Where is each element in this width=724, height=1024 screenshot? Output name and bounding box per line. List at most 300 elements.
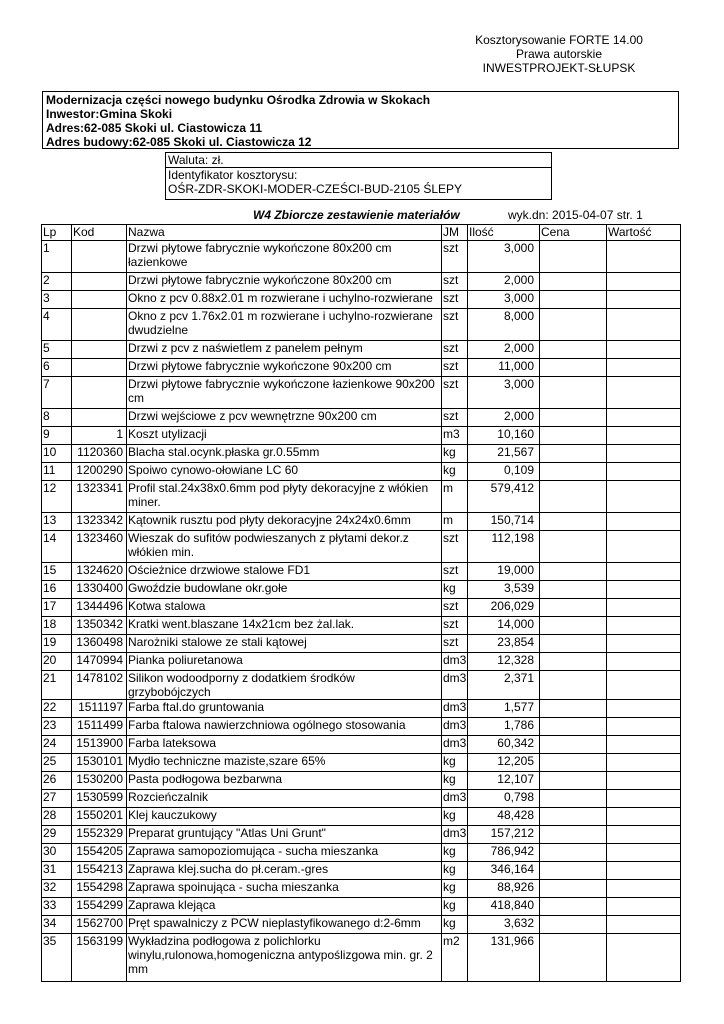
cell-ilosc: 2,000: [468, 273, 540, 291]
cell-nazwa: Drzwi płytowe fabrycznie wykończone 90x200 cm: [127, 359, 442, 377]
cell-nazwa: Wieszak do sufitów podwieszanych z płytami dekor.z włókien min.: [127, 531, 442, 563]
cell-wartosc: [607, 898, 681, 916]
cell-kod: 1552329: [72, 826, 127, 844]
col-header-lp: Lp: [42, 225, 72, 241]
cell-lp: 18: [42, 617, 72, 635]
cell-lp: 13: [42, 513, 72, 531]
build-address-line: Adres budowy:62-085 Skoki ul. Ciastowicza 12: [46, 135, 312, 149]
cell-lp: 22: [42, 700, 72, 718]
cell-jm: szt: [442, 341, 468, 359]
cell-wartosc: [607, 241, 681, 273]
cell-jm: szt: [442, 309, 468, 341]
table-row: [42, 481, 681, 513]
table-row: [42, 653, 681, 671]
cell-ilosc: 88,926: [468, 880, 540, 898]
cell-lp: 3: [42, 291, 72, 309]
cell-lp: 19: [42, 635, 72, 653]
cell-lp: 31: [42, 862, 72, 880]
cell-ilosc: 12,205: [468, 754, 540, 772]
cell-wartosc: [607, 359, 681, 377]
cell-wartosc: [607, 463, 681, 481]
cell-kod: 1554299: [72, 898, 127, 916]
cell-wartosc: [607, 309, 681, 341]
cell-jm: kg: [442, 880, 468, 898]
cell-nazwa: Preparat gruntujący "Atlas Uni Grunt": [127, 826, 442, 844]
cell-nazwa: Drzwi płytowe fabrycznie wykończone łazienkowe 90x200 cm: [127, 377, 442, 409]
table-row: [42, 273, 681, 291]
table-body: [42, 241, 681, 982]
cell-kod: 1511499: [72, 718, 127, 736]
cell-ilosc: 0,109: [468, 463, 540, 481]
cell-kod: [72, 409, 127, 427]
company-name: INWESTPROJEKT-SŁUPSK: [482, 61, 636, 75]
cell-jm: kg: [442, 898, 468, 916]
cell-jm: kg: [442, 772, 468, 790]
cell-jm: szt: [442, 291, 468, 309]
col-header-nazwa: Nazwa: [127, 225, 442, 241]
cell-ilosc: 3,000: [468, 291, 540, 309]
cell-wartosc: [607, 599, 681, 617]
estimate-id-label: Identyfikator kosztorysu:: [168, 168, 298, 182]
cell-ilosc: 206,029: [468, 599, 540, 617]
table-row: [42, 359, 681, 377]
cell-nazwa: Profil stal.24x38x0.6mm pod płyty dekoracyjne z włókien miner.: [127, 481, 442, 513]
cell-nazwa: Zaprawa klej.sucha do pł.ceram.-gres: [127, 862, 442, 880]
cell-nazwa: Drzwi z pcv z naświetlem z panelem pełnym: [127, 341, 442, 359]
cell-cena: [540, 273, 607, 291]
cell-jm: szt: [442, 635, 468, 653]
cell-kod: [72, 377, 127, 409]
cell-jm: szt: [442, 531, 468, 563]
cell-lp: 28: [42, 808, 72, 826]
cell-nazwa: Farba ftalowa nawierzchniowa ogólnego stosowania: [127, 718, 442, 736]
cell-lp: 35: [42, 934, 72, 982]
table-row: [42, 934, 681, 982]
cell-kod: 1344496: [72, 599, 127, 617]
cell-nazwa: Wykładzina podłogowa z polichlorku winylu,rulonowa,homogeniczna antypoślizgowa min. gr. 2 mm: [127, 934, 442, 982]
table-row: [42, 513, 681, 531]
cell-wartosc: [607, 934, 681, 982]
cell-cena: [540, 772, 607, 790]
cell-lp: 16: [42, 581, 72, 599]
cell-kod: [72, 273, 127, 291]
cell-ilosc: 346,164: [468, 862, 540, 880]
cell-cena: [540, 377, 607, 409]
cell-lp: 26: [42, 772, 72, 790]
cell-jm: kg: [442, 844, 468, 862]
cell-ilosc: 12,328: [468, 653, 540, 671]
cell-lp: 21: [42, 671, 72, 700]
cell-cena: [540, 916, 607, 934]
table-row: [42, 754, 681, 772]
table-row: [42, 445, 681, 463]
cell-lp: 20: [42, 653, 72, 671]
cell-kod: [72, 241, 127, 273]
table-row: [42, 718, 681, 736]
cell-cena: [540, 531, 607, 563]
cell-lp: 33: [42, 898, 72, 916]
cell-ilosc: 786,942: [468, 844, 540, 862]
cell-ilosc: 8,000: [468, 309, 540, 341]
materials-table: [41, 224, 681, 982]
cell-kod: 1554298: [72, 880, 127, 898]
cell-lp: 5: [42, 341, 72, 359]
cell-ilosc: 418,840: [468, 898, 540, 916]
cell-wartosc: [607, 700, 681, 718]
cell-lp: 11: [42, 463, 72, 481]
cell-lp: 32: [42, 880, 72, 898]
cell-wartosc: [607, 844, 681, 862]
cell-jm: kg: [442, 445, 468, 463]
table-row: [42, 844, 681, 862]
cell-cena: [540, 581, 607, 599]
cell-nazwa: Koszt utylizacji: [127, 427, 442, 445]
cell-lp: 6: [42, 359, 72, 377]
cell-jm: m3: [442, 427, 468, 445]
cell-cena: [540, 736, 607, 754]
cell-lp: 1: [42, 241, 72, 273]
cell-kod: 1563199: [72, 934, 127, 982]
cell-kod: 1554205: [72, 844, 127, 862]
cell-wartosc: [607, 563, 681, 581]
cell-jm: dm3: [442, 736, 468, 754]
cell-cena: [540, 880, 607, 898]
table-row: [42, 671, 681, 700]
cell-wartosc: [607, 671, 681, 700]
cell-cena: [540, 463, 607, 481]
cell-cena: [540, 599, 607, 617]
cell-kod: 1323341: [72, 481, 127, 513]
currency-box: [165, 152, 552, 168]
cell-kod: 1323342: [72, 513, 127, 531]
cell-ilosc: 60,342: [468, 736, 540, 754]
cell-wartosc: [607, 409, 681, 427]
cell-wartosc: [607, 377, 681, 409]
cell-ilosc: 3,000: [468, 377, 540, 409]
cell-cena: [540, 291, 607, 309]
cell-wartosc: [607, 273, 681, 291]
table-row: [42, 862, 681, 880]
cell-cena: [540, 409, 607, 427]
cell-cena: [540, 445, 607, 463]
cell-cena: [540, 653, 607, 671]
section-title: W4 Zbiorcze zestawienie materiałów: [253, 208, 460, 222]
table-row: [42, 427, 681, 445]
cell-kod: 1554213: [72, 862, 127, 880]
cell-kod: 1350342: [72, 617, 127, 635]
cell-kod: 1: [72, 427, 127, 445]
cell-wartosc: [607, 581, 681, 599]
cell-lp: 15: [42, 563, 72, 581]
cell-ilosc: 12,107: [468, 772, 540, 790]
col-header-jm: JM: [442, 225, 468, 241]
table-row: [42, 826, 681, 844]
table-row: [42, 635, 681, 653]
cell-ilosc: 112,198: [468, 531, 540, 563]
software-name: Kosztorysowanie FORTE 14.00: [475, 33, 643, 47]
cell-kod: 1511197: [72, 700, 127, 718]
cell-nazwa: Pręt spawalniczy z PCW nieplastyfikowanego d:2-6mm: [127, 916, 442, 934]
cell-ilosc: 3,632: [468, 916, 540, 934]
cell-wartosc: [607, 808, 681, 826]
cell-jm: szt: [442, 409, 468, 427]
address-line: Adres:62-085 Skoki ul. Ciastowicza 11: [46, 121, 263, 135]
cell-kod: 1324620: [72, 563, 127, 581]
col-header-cena: Cena: [540, 225, 607, 241]
cell-nazwa: Mydło techniczne maziste,szare 65%: [127, 754, 442, 772]
table-row: [42, 581, 681, 599]
cell-cena: [540, 671, 607, 700]
cell-ilosc: 14,000: [468, 617, 540, 635]
cell-jm: szt: [442, 241, 468, 273]
cell-ilosc: 48,428: [468, 808, 540, 826]
cell-kod: 1513900: [72, 736, 127, 754]
cell-ilosc: 2,000: [468, 341, 540, 359]
col-header-ilosc: Ilość: [468, 225, 540, 241]
cell-jm: kg: [442, 463, 468, 481]
cell-cena: [540, 700, 607, 718]
cell-jm: szt: [442, 377, 468, 409]
cell-ilosc: 2,000: [468, 409, 540, 427]
cell-nazwa: Zaprawa klejąca: [127, 898, 442, 916]
cell-wartosc: [607, 862, 681, 880]
cell-ilosc: 10,160: [468, 427, 540, 445]
cell-jm: m: [442, 513, 468, 531]
cell-kod: 1470994: [72, 653, 127, 671]
table-row: [42, 617, 681, 635]
cell-ilosc: 0,798: [468, 790, 540, 808]
cell-lp: 8: [42, 409, 72, 427]
cell-ilosc: 157,212: [468, 826, 540, 844]
cell-wartosc: [607, 513, 681, 531]
cell-jm: dm3: [442, 718, 468, 736]
cell-nazwa: Kątownik rusztu pod płyty dekoracyjne 24x24x0.6mm: [127, 513, 442, 531]
cell-cena: [540, 617, 607, 635]
cell-jm: kg: [442, 916, 468, 934]
cell-wartosc: [607, 880, 681, 898]
project-title: Modernizacja części nowego budynku Ośrodka Zdrowia w Skokach: [46, 93, 431, 107]
cell-wartosc: [607, 341, 681, 359]
cell-nazwa: Farba lateksowa: [127, 736, 442, 754]
cell-kod: 1562700: [72, 916, 127, 934]
cell-jm: dm3: [442, 790, 468, 808]
cell-wartosc: [607, 790, 681, 808]
cell-lp: 2: [42, 273, 72, 291]
cell-kod: 1360498: [72, 635, 127, 653]
cell-wartosc: [607, 772, 681, 790]
cell-cena: [540, 898, 607, 916]
cell-wartosc: [607, 481, 681, 513]
cell-kod: 1200290: [72, 463, 127, 481]
estimate-id-box: [165, 168, 552, 200]
table-header-row: [42, 225, 681, 241]
table-row: [42, 808, 681, 826]
cell-nazwa: Drzwi wejściowe z pcv wewnętrzne 90x200 cm: [127, 409, 442, 427]
project-info-box: [42, 91, 679, 149]
cell-ilosc: 2,371: [468, 671, 540, 700]
cell-jm: szt: [442, 359, 468, 377]
cell-cena: [540, 359, 607, 377]
cell-ilosc: 19,000: [468, 563, 540, 581]
cell-ilosc: 150,714: [468, 513, 540, 531]
table-row: [42, 291, 681, 309]
cell-kod: [72, 341, 127, 359]
table-row: [42, 790, 681, 808]
cell-cena: [540, 718, 607, 736]
cell-lp: 12: [42, 481, 72, 513]
cell-cena: [540, 309, 607, 341]
table-row: [42, 241, 681, 273]
cell-cena: [540, 427, 607, 445]
cell-kod: 1530200: [72, 772, 127, 790]
cell-cena: [540, 513, 607, 531]
cell-kod: 1478102: [72, 671, 127, 700]
table-row: [42, 341, 681, 359]
cell-ilosc: 579,412: [468, 481, 540, 513]
cell-kod: 1330400: [72, 581, 127, 599]
cell-jm: szt: [442, 563, 468, 581]
cell-nazwa: Zaprawa samopoziomująca - sucha mieszanka: [127, 844, 442, 862]
table-row: [42, 880, 681, 898]
col-header-kod: Kod: [72, 225, 127, 241]
cell-ilosc: 131,966: [468, 934, 540, 982]
cell-nazwa: Gwoździe budowlane okr.gołe: [127, 581, 442, 599]
cell-ilosc: 23,854: [468, 635, 540, 653]
cell-wartosc: [607, 427, 681, 445]
cell-kod: [72, 359, 127, 377]
table-row: [42, 599, 681, 617]
cell-jm: dm3: [442, 700, 468, 718]
col-header-wartosc: Wartość: [607, 225, 681, 241]
cell-ilosc: 3,539: [468, 581, 540, 599]
cell-jm: m2: [442, 934, 468, 982]
cell-jm: m: [442, 481, 468, 513]
table-row: [42, 463, 681, 481]
cell-jm: kg: [442, 862, 468, 880]
cell-nazwa: Silikon wodoodporny z dodatkiem środków grzybobójczych: [127, 671, 442, 700]
cell-lp: 10: [42, 445, 72, 463]
cell-nazwa: Okno z pcv 0.88x2.01 m rozwierane i uchylno-rozwierane: [127, 291, 442, 309]
cell-jm: kg: [442, 808, 468, 826]
cell-cena: [540, 790, 607, 808]
cell-nazwa: Kratki went.blaszane 14x21cm bez żal.lak.: [127, 617, 442, 635]
cell-nazwa: Kotwa stalowa: [127, 599, 442, 617]
table-row: [42, 409, 681, 427]
table-row: [42, 377, 681, 409]
cell-nazwa: Zaprawa spoinująca - sucha mieszanka: [127, 880, 442, 898]
cell-cena: [540, 563, 607, 581]
cell-lp: 17: [42, 599, 72, 617]
table-row: [42, 309, 681, 341]
copyright-label: Prawa autorskie: [515, 47, 603, 61]
cell-ilosc: 11,000: [468, 359, 540, 377]
currency-label: Waluta: zł.: [168, 153, 224, 167]
cell-kod: [72, 309, 127, 341]
cell-ilosc: 1,786: [468, 718, 540, 736]
cell-kod: 1530101: [72, 754, 127, 772]
cell-wartosc: [607, 635, 681, 653]
estimate-id-value: OŚR-ZDR-SKOKI-MODER-CZEŚCI-BUD-2105 ŚLEPY: [168, 182, 463, 196]
cell-nazwa: Blacha stal.ocynk.płaska gr.0.55mm: [127, 445, 442, 463]
cell-jm: dm3: [442, 653, 468, 671]
cell-ilosc: 1,577: [468, 700, 540, 718]
cell-kod: [72, 291, 127, 309]
cell-wartosc: [607, 736, 681, 754]
cell-ilosc: 21,567: [468, 445, 540, 463]
cell-nazwa: Okno z pcv 1.76x2.01 m rozwierane i uchylno-rozwierane dwudzielne: [127, 309, 442, 341]
cell-cena: [540, 862, 607, 880]
cell-ilosc: 3,000: [468, 241, 540, 273]
cell-cena: [540, 635, 607, 653]
cell-cena: [540, 481, 607, 513]
cell-cena: [540, 808, 607, 826]
cell-lp: 34: [42, 916, 72, 934]
cell-lp: 9: [42, 427, 72, 445]
cell-jm: szt: [442, 617, 468, 635]
cell-kod: 1120360: [72, 445, 127, 463]
cell-nazwa: Ościeżnice drzwiowe stalowe FD1: [127, 563, 442, 581]
cell-nazwa: Drzwi płytowe fabrycznie wykończone 80x200 cm łazienkowe: [127, 241, 442, 273]
cell-jm: dm3: [442, 671, 468, 700]
cell-lp: 25: [42, 754, 72, 772]
cell-lp: 27: [42, 790, 72, 808]
date-page-info: wyk.dn: 2015-04-07 str. 1: [508, 208, 643, 222]
cell-kod: 1323460: [72, 531, 127, 563]
cell-lp: 24: [42, 736, 72, 754]
cell-wartosc: [607, 291, 681, 309]
cell-lp: 14: [42, 531, 72, 563]
table-row: [42, 736, 681, 754]
cell-kod: 1550201: [72, 808, 127, 826]
cell-cena: [540, 341, 607, 359]
cell-cena: [540, 826, 607, 844]
cell-wartosc: [607, 445, 681, 463]
cell-nazwa: Drzwi płytowe fabrycznie wykończone 80x200 cm: [127, 273, 442, 291]
cell-jm: kg: [442, 754, 468, 772]
table-row: [42, 563, 681, 581]
software-header: [449, 33, 669, 75]
cell-wartosc: [607, 653, 681, 671]
cell-jm: dm3: [442, 826, 468, 844]
cell-kod: 1530599: [72, 790, 127, 808]
cell-lp: 23: [42, 718, 72, 736]
cell-wartosc: [607, 718, 681, 736]
cell-lp: 29: [42, 826, 72, 844]
cell-nazwa: Spoiwo cynowo-ołowiane LC 60: [127, 463, 442, 481]
cell-cena: [540, 754, 607, 772]
cell-nazwa: Pasta podłogowa bezbarwna: [127, 772, 442, 790]
cell-wartosc: [607, 617, 681, 635]
investor-line: Inwestor:Gmina Skoki: [46, 107, 173, 121]
cell-jm: szt: [442, 599, 468, 617]
cell-wartosc: [607, 754, 681, 772]
cell-nazwa: Klej kauczukowy: [127, 808, 442, 826]
cell-nazwa: Pianka poliuretanowa: [127, 653, 442, 671]
table-row: [42, 898, 681, 916]
cell-nazwa: Narożniki stalowe ze stali kątowej: [127, 635, 442, 653]
cell-nazwa: Rozcieńczalnik: [127, 790, 442, 808]
cell-lp: 4: [42, 309, 72, 341]
cell-lp: 30: [42, 844, 72, 862]
table-row: [42, 700, 681, 718]
cell-wartosc: [607, 916, 681, 934]
cell-jm: kg: [442, 581, 468, 599]
cell-jm: szt: [442, 273, 468, 291]
cell-wartosc: [607, 826, 681, 844]
cell-cena: [540, 934, 607, 982]
table-row: [42, 916, 681, 934]
table-row: [42, 531, 681, 563]
